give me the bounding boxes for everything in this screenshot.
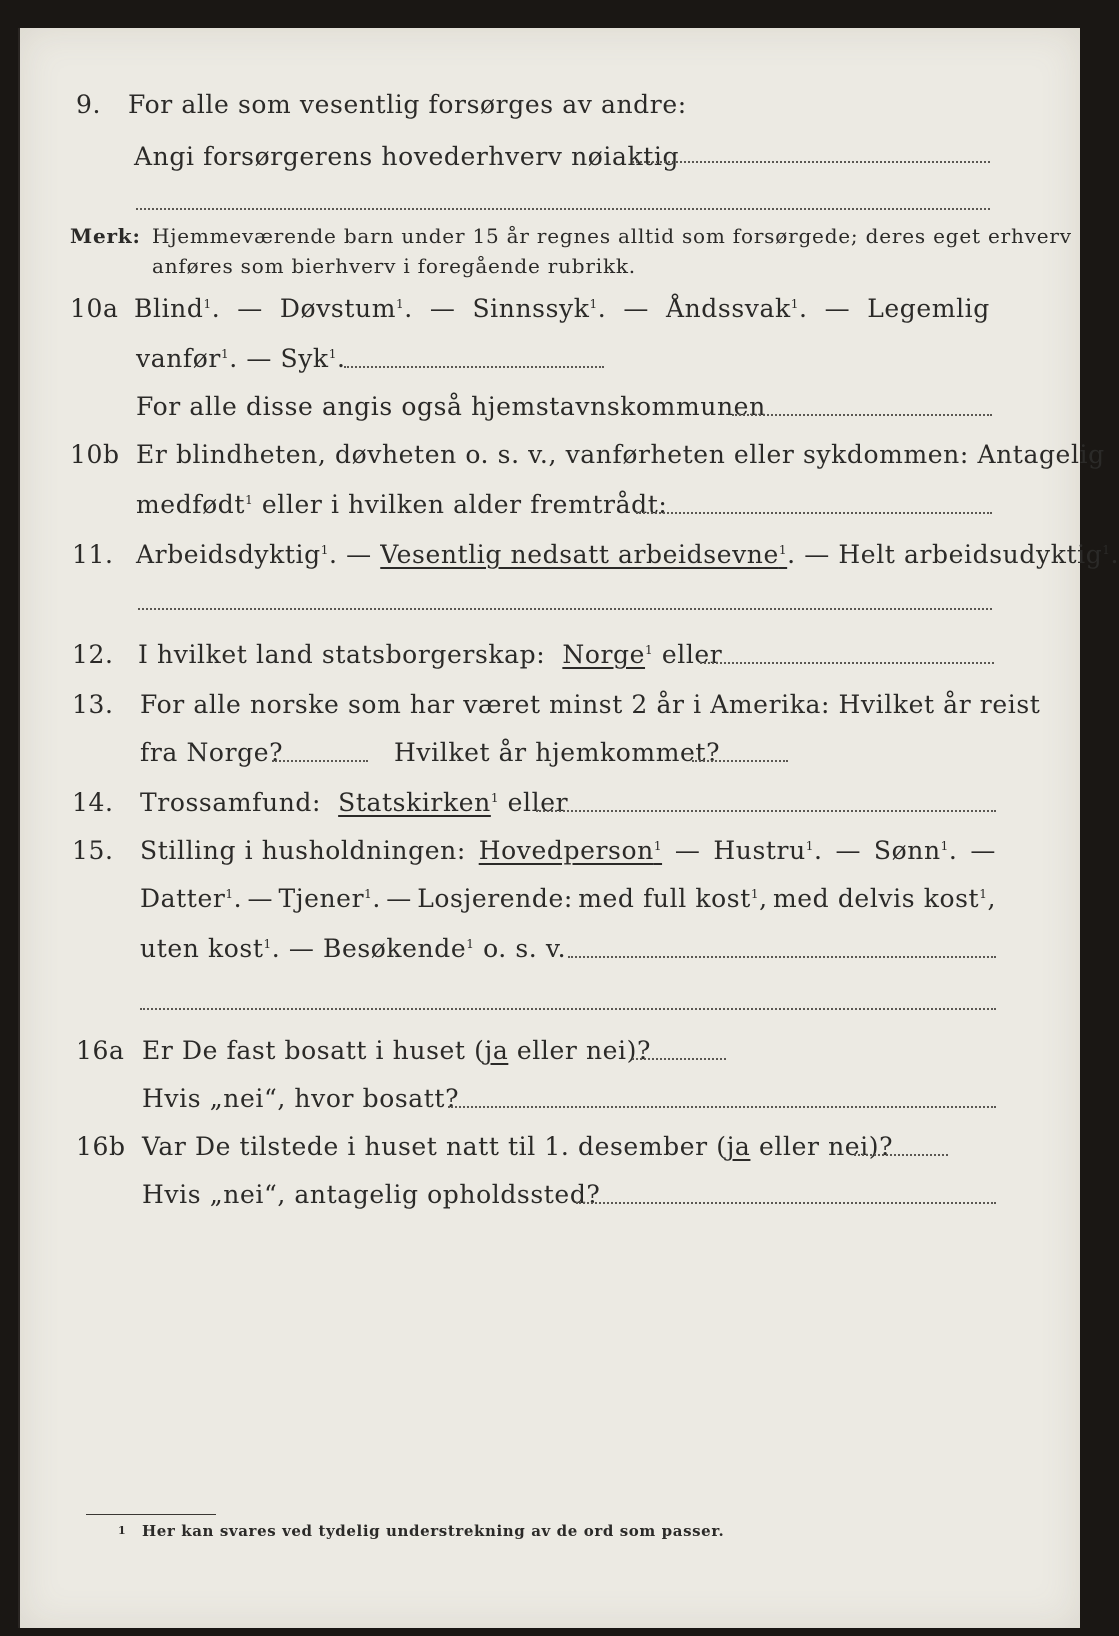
q16b-line1-text: Var De tilstede i huset natt til 1. desember ( bbox=[142, 1132, 727, 1161]
option-andssvak[interactable]: Åndssvak$^1$. bbox=[665, 294, 808, 323]
q10b-line1: Er blindheten, døvheten o. s. v., vanførheten eller sykdommen: Antagelig bbox=[136, 440, 1105, 469]
option-datter[interactable]: Datter$^1$. bbox=[140, 884, 243, 913]
option-statskirken[interactable]: Statskirken bbox=[338, 788, 491, 817]
option-besokende[interactable]: Besøkende$^1$ bbox=[322, 934, 475, 963]
q12-eller: eller bbox=[661, 640, 723, 669]
q9-line1: For alle som vesentlig forsørges av andre: bbox=[128, 90, 687, 119]
q14-answer-line[interactable] bbox=[536, 810, 996, 812]
q15-line2 bbox=[140, 884, 996, 913]
merk-line1: Hjemmeværende barn under 15 år regnes alltid som forsørgede; deres eget erhverv bbox=[152, 224, 1072, 248]
q16a-line2: Hvis „nei“, hvor bosatt? bbox=[142, 1084, 460, 1113]
option-vanfor[interactable]: vanfør$^1$. bbox=[136, 344, 238, 373]
q16b-line2: Hvis „nei“, antagelig opholdssted? bbox=[142, 1180, 601, 1209]
q10a-answer-line[interactable] bbox=[344, 366, 604, 368]
q15-osv: o. s. v. bbox=[483, 934, 567, 963]
option-sinnssyk[interactable]: Sinnssyk$^1$. bbox=[472, 294, 607, 323]
q14-eller: eller bbox=[507, 788, 569, 817]
option-tjener[interactable]: Tjener$^1$. bbox=[278, 884, 381, 913]
q13-fra-norge: fra Norge? bbox=[140, 738, 284, 767]
q16a-number: 16a bbox=[76, 1036, 125, 1065]
census-form-page bbox=[18, 28, 1119, 1628]
dash: — bbox=[247, 884, 274, 913]
option-syk[interactable]: Syk$^1$. bbox=[280, 344, 346, 373]
option-helt-udyktig[interactable]: Helt arbeidsudyktig$^1$. bbox=[838, 540, 1119, 569]
q10b-number: 10b bbox=[70, 440, 120, 469]
dash: — bbox=[386, 884, 412, 913]
q15-answer-line-2[interactable] bbox=[140, 1008, 996, 1010]
option-legemlig[interactable]: Legemlig bbox=[867, 294, 990, 323]
dash: — bbox=[346, 540, 372, 569]
option-medfodt[interactable]: medfødt$^1$ bbox=[136, 490, 254, 519]
dash: — bbox=[674, 836, 701, 865]
q10a-line1 bbox=[134, 294, 990, 323]
option-vesentlig-nedsatt[interactable]: Vesentlig nedsatt arbeidsevne$^1$ bbox=[380, 540, 788, 569]
dash: — bbox=[970, 836, 996, 865]
q10a-line2 bbox=[136, 344, 345, 373]
q11-number: 11. bbox=[72, 540, 114, 569]
q9-answer-line-2[interactable] bbox=[136, 208, 990, 210]
q13-number: 13. bbox=[72, 690, 114, 719]
q16a-line1 bbox=[142, 1036, 651, 1065]
q16b-line1-rest: eller nei)? bbox=[750, 1132, 894, 1161]
option-norge[interactable]: Norge bbox=[562, 640, 646, 669]
q16b-number: 16b bbox=[76, 1132, 126, 1161]
option-hustru[interactable]: Hustru$^1$. bbox=[713, 836, 823, 865]
dash: — bbox=[804, 540, 830, 569]
q16a-answer-line[interactable] bbox=[632, 1058, 726, 1060]
dash: — bbox=[288, 934, 315, 963]
q14-text: Trossamfund: bbox=[140, 788, 322, 817]
option-16b-ja[interactable]: ja bbox=[726, 1132, 751, 1161]
option-full-kost[interactable]: med full kost$^1$, bbox=[578, 884, 768, 913]
q15-losjerende: Losjerende: bbox=[417, 884, 573, 913]
dash: — bbox=[237, 294, 263, 323]
q16a-line1-rest: eller nei)? bbox=[508, 1036, 652, 1065]
option-blind[interactable]: Blind$^1$. bbox=[134, 294, 221, 323]
q15-text: Stilling i husholdningen: bbox=[140, 836, 466, 865]
q16b-answer-line[interactable] bbox=[854, 1154, 948, 1156]
option-hovedperson[interactable]: Hovedperson$^1$ bbox=[478, 836, 663, 865]
merk-line2: anføres som bierhverv i foregående rubrikk. bbox=[152, 254, 636, 278]
q10a-hjemstavn-line[interactable] bbox=[732, 414, 992, 416]
option-delvis-kost[interactable]: med delvis kost$^1$, bbox=[772, 884, 996, 913]
dash: — bbox=[623, 294, 649, 323]
q13-reist-line[interactable] bbox=[272, 760, 368, 762]
dash: — bbox=[835, 836, 862, 865]
q12-number: 12. bbox=[72, 640, 114, 669]
q13-hjemkommet-line[interactable] bbox=[692, 760, 788, 762]
q9-answer-line[interactable] bbox=[632, 161, 990, 163]
footnote-text: Her kan svares ved tydelig understrekning av de ord som passer. bbox=[142, 1522, 725, 1540]
footnote-mark: 1 bbox=[118, 1524, 127, 1537]
option-uten-kost[interactable]: uten kost$^1$. bbox=[140, 934, 281, 963]
dash: — bbox=[824, 294, 851, 323]
q10a-line3: For alle disse angis også hjemstavnskommunen bbox=[136, 392, 766, 421]
merk-label: Merk: bbox=[70, 224, 141, 248]
option-arbeidsdyktig[interactable]: Arbeidsdyktig$^1$. bbox=[136, 540, 338, 569]
q14-line1: Trossamfund: Statskirken$^1$ eller bbox=[140, 788, 569, 817]
q14-number: 14. bbox=[72, 788, 114, 817]
q10b-line2 bbox=[136, 490, 667, 519]
option-sonn[interactable]: Sønn$^1$. bbox=[873, 836, 958, 865]
q15-line1 bbox=[140, 836, 996, 865]
q15-line3 bbox=[140, 934, 566, 963]
q10b-line2-rest: eller i hvilken alder fremtrådt: bbox=[261, 490, 668, 519]
q10a-number: 10a bbox=[70, 294, 119, 323]
q12-text: I hvilket land statsborgerskap: bbox=[138, 640, 546, 669]
q12-line1: I hvilket land statsborgerskap: Norge$^1$ eller bbox=[138, 640, 723, 669]
q9-number: 9. bbox=[76, 90, 102, 119]
q9-line2: Angi forsørgerens hovederhverv nøiaktig bbox=[134, 142, 680, 171]
q10b-answer-line[interactable] bbox=[636, 512, 992, 514]
option-16a-ja[interactable]: ja bbox=[484, 1036, 509, 1065]
option-dovstum[interactable]: Døvstum$^1$. bbox=[279, 294, 413, 323]
q16a-bosatt-line[interactable] bbox=[448, 1106, 996, 1108]
q16b-opholdssted-line[interactable] bbox=[576, 1202, 996, 1204]
q12-answer-line[interactable] bbox=[700, 662, 994, 664]
dash: — bbox=[246, 344, 272, 373]
q13-line1: For alle norske som har været minst 2 år i Amerika: Hvilket år reist bbox=[140, 690, 1041, 719]
q16b-line1 bbox=[142, 1132, 893, 1161]
q11-answer-line[interactable] bbox=[138, 608, 992, 610]
q15-number: 15. bbox=[72, 836, 114, 865]
q11-line1: Arbeidsdyktig$^1$. — Vesentlig nedsatt arbeidsevne$^1$. — Helt arbeidsudyktig$^1$. bbox=[136, 540, 1119, 569]
dash: — bbox=[429, 294, 456, 323]
q13-hjemkommet: Hvilket år hjemkommet? bbox=[394, 738, 721, 767]
q15-answer-line[interactable] bbox=[568, 956, 996, 958]
footnote-rule bbox=[86, 1514, 216, 1515]
q16a-line1-text: Er De fast bosatt i huset ( bbox=[142, 1036, 485, 1065]
